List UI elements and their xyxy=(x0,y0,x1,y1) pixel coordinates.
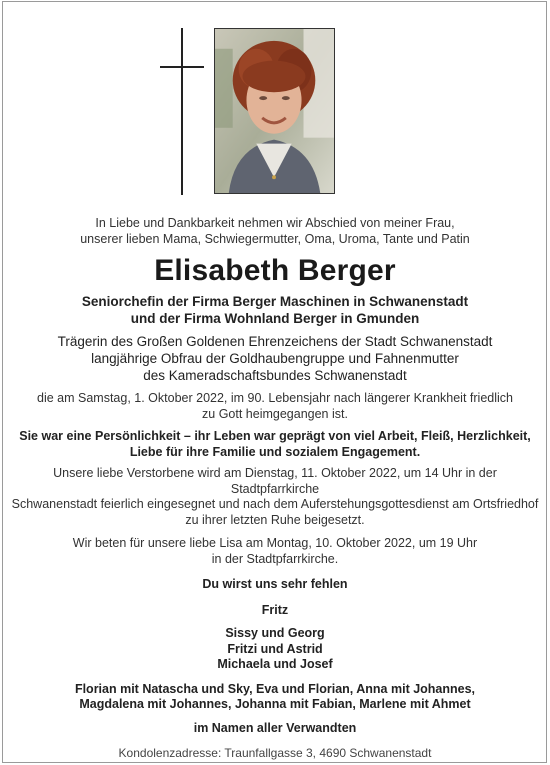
condolence-address: Kondolenzadresse: Traunfallgasse 3, 4690 Schwanenstadt xyxy=(118,746,432,760)
husband-name: Fritz xyxy=(261,602,289,617)
prayer-details: Wir beten für unsere liebe Lisa am Montag, 10. Oktober 2022, um 19 Uhr in der Stadtpfarrkirche. xyxy=(72,536,478,566)
farewell-line: Du wirst uns sehr fehlen xyxy=(202,577,348,591)
obituary-text xyxy=(8,216,542,762)
grandchildren-list: Florian mit Natascha und Sky, Eva und Florian, Anna mit Johannes, Magdalena mit Johannes, Johanna mit Fabian, Marlene mit Ahmet xyxy=(74,681,476,711)
children-list: Sissy und Georg Fritzi und Astrid Michaela und Josef xyxy=(217,626,333,671)
deceased-name: Elisabeth Berger xyxy=(154,254,396,287)
personality-text: Sie war eine Persönlichkeit – ihr Leben war geprägt von viel Arbeit, Fleiß, Herzlichkeit, Liebe für ihre Familie und sozialem Engagement. xyxy=(19,429,531,459)
intro-text: In Liebe und Dankbarkeit nehmen wir Abschied von meiner Frau, unserer lieben Mama, Schwiegermutter, Oma, Uroma, Tante und Patin xyxy=(80,216,470,246)
cross-symbol-vertical xyxy=(181,28,183,195)
portrait-image xyxy=(215,29,334,193)
funeral-details: Unsere liebe Verstorbene wird am Dienstag, 11. Oktober 2022, um 14 Uhr in der Stadtpfarrkirche Schwanenstadt feierlich eingesegnet und nach dem Auferstehungsgottesdienst am Ortsfriedhof zu ihrer letzten Ruhe beigesetzt. xyxy=(11,466,539,527)
passing-text: die am Samstag, 1. Oktober 2022, im 90. Lebensjahr nach längerer Krankheit friedlich zu Gott heimgegangen ist. xyxy=(37,391,513,421)
relatives-line: im Namen aller Verwandten xyxy=(193,720,357,735)
cross-symbol-horizontal xyxy=(160,66,204,68)
honors-list: Trägerin des Großen Goldenen Ehrenzeichens der Stadt Schwanenstadt langjährige Obfrau der Goldhaubengruppe und Fahnenmutter des Kameradschaftsbundes Schwanenstadt xyxy=(57,334,493,383)
portrait-photo xyxy=(214,28,335,194)
company-roles: Seniorchefin der Firma Berger Maschinen in Schwanenstadt und der Firma Wohnland Berger in Gmunden xyxy=(81,294,469,326)
